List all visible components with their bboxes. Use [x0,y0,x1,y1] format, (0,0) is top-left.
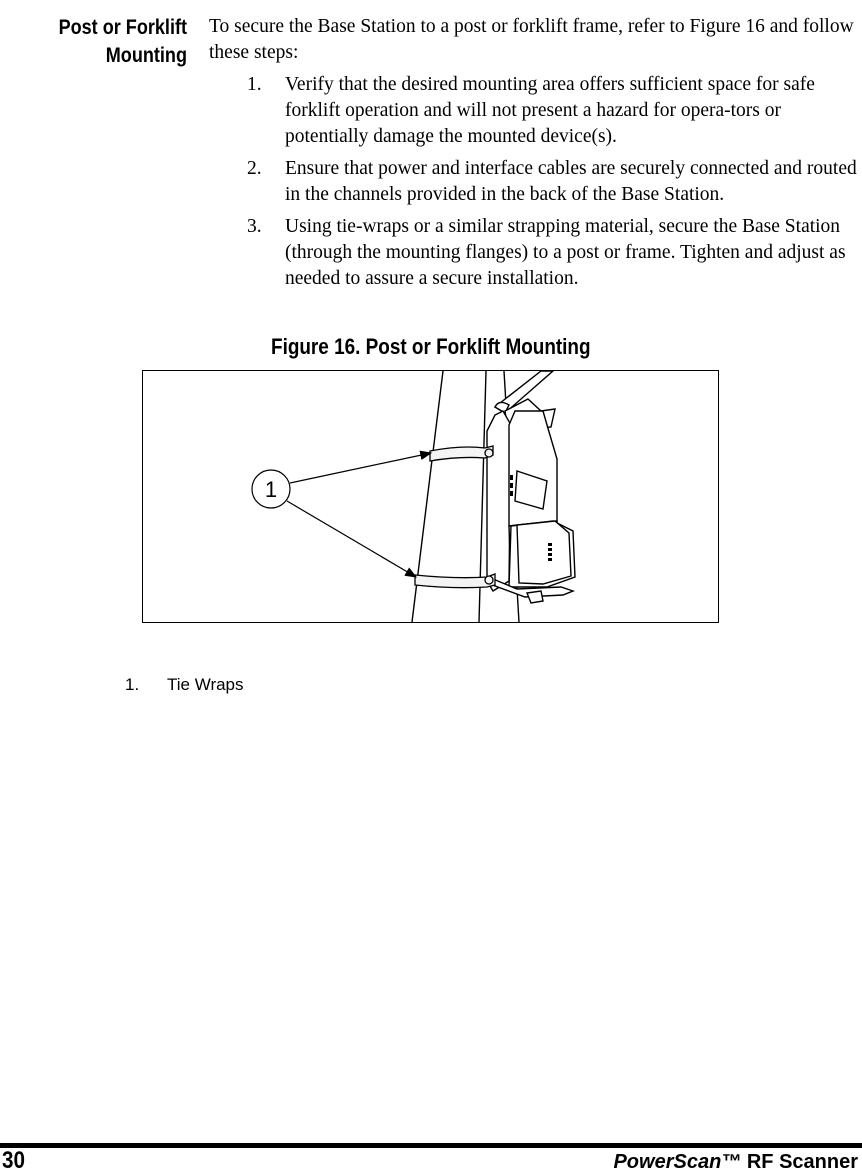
step-item [209,72,859,150]
legend-number: 1. [125,675,140,694]
legend-label: Tie Wraps [167,675,244,694]
body-text [209,14,859,292]
step-text: Verify that the desired mounting area offers sufficient space for safe forklift operation and will not present a hazard for opera-tors or potentially damage the mounted device(s). [285,74,815,147]
page-number: 30 [2,1147,25,1174]
footer-rule [0,1143,862,1148]
figure-illustration [142,370,719,623]
step-item [209,156,859,208]
base-station [487,399,575,603]
step-number: 3. [247,216,262,237]
intro-paragraph: To secure the Base Station to a post or forklift frame, refer to Figure 16 and follow these steps: [209,16,854,63]
section-heading-line1: Post or Forklift [58,16,188,39]
callout [252,453,431,577]
section-heading-line2: Mounting [105,44,187,67]
section-heading [26,14,187,70]
footer-title [613,1150,858,1174]
callout-number: 1 [264,477,278,502]
step-number: 2. [247,158,262,179]
product-suffix: RF Scanner [741,1151,858,1173]
step-item [209,214,859,292]
steps-list [209,72,859,292]
figure-legend [125,674,244,696]
step-text: Using tie-wraps or a similar strapping material, secure the Base Station (through the mounting flanges) to a post or frame. Tighten and adjust as needed to assure a secure installation. [285,216,846,289]
step-text: Ensure that power and interface cables are securely connected and routed in the channels provided in the back of the Base Station. [285,158,857,205]
post-mounting-drawing [143,371,718,622]
figure-title: Figure 16. Post or Forklift Mounting [271,334,591,359]
product-name: PowerScan™ [613,1151,742,1173]
step-number: 1. [247,74,262,95]
